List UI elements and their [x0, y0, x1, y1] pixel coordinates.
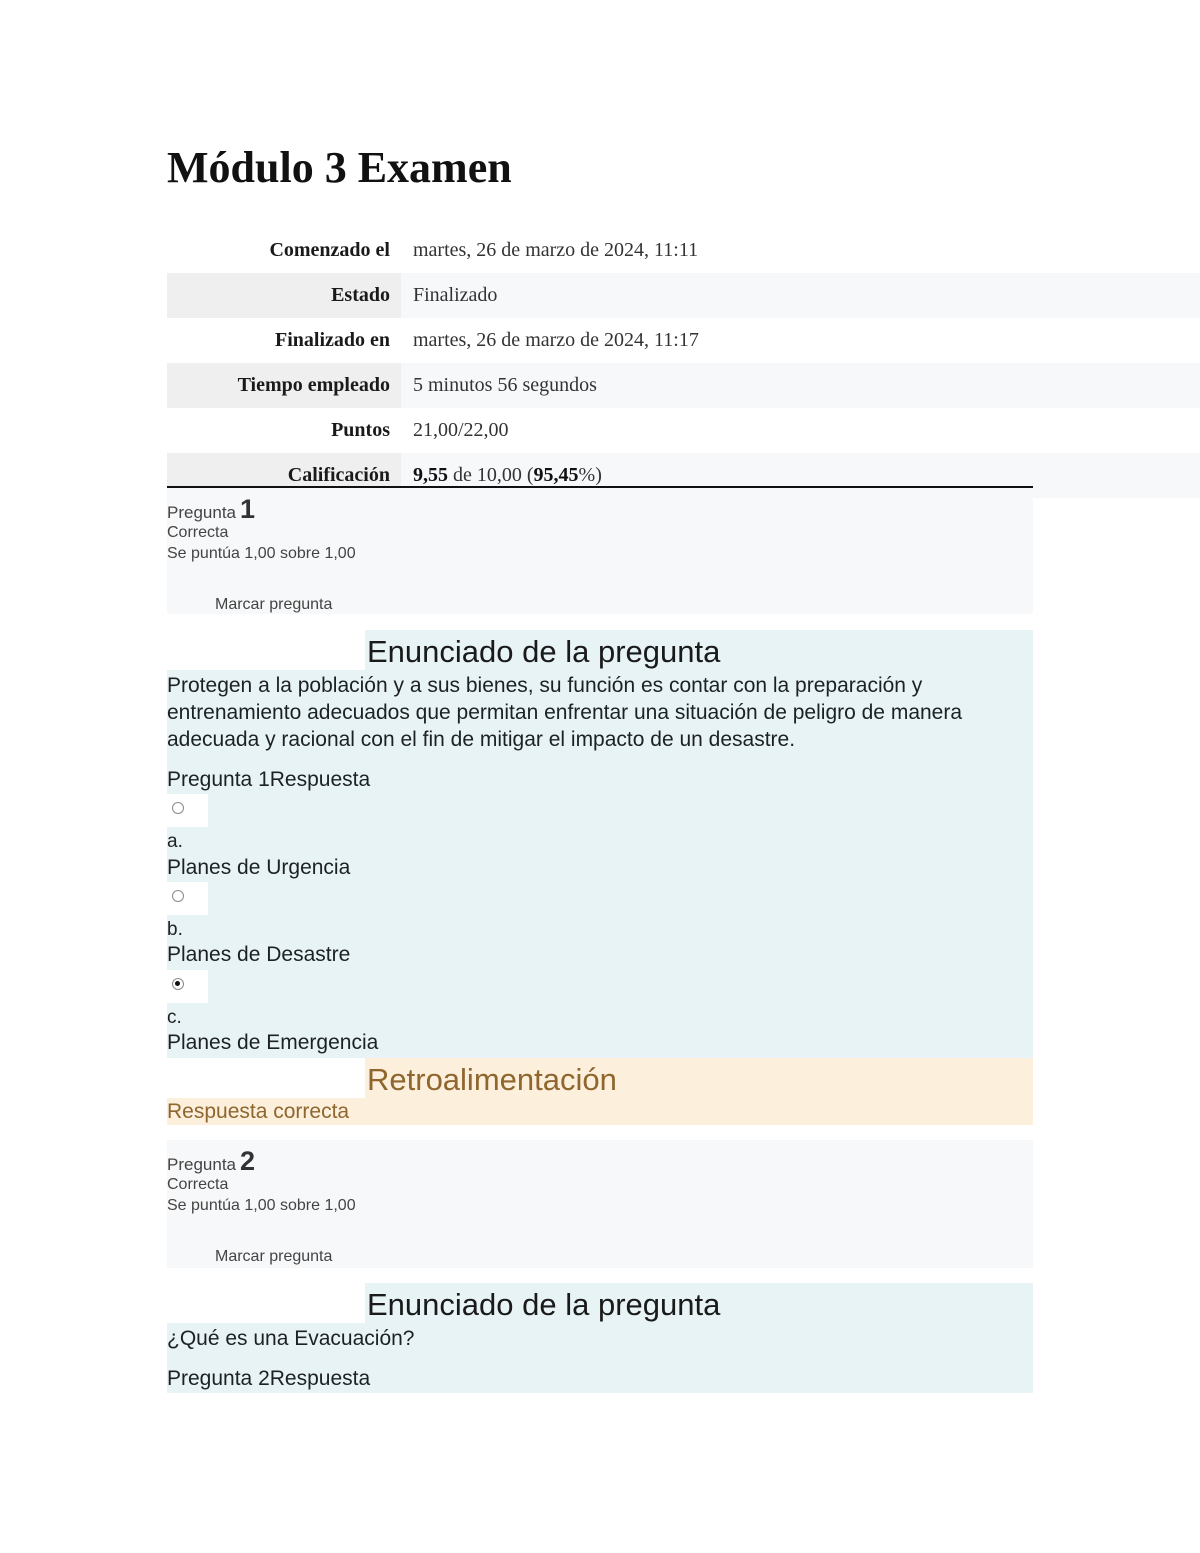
summary-row-completed [167, 318, 1200, 363]
question-state: Correcta [167, 1176, 229, 1193]
question-prefix: Pregunta [167, 503, 236, 522]
option-text[interactable]: Planes de Urgencia [167, 856, 351, 879]
feedback-text: Respuesta correcta [167, 1098, 1033, 1125]
answer-label: Pregunta 1Respuesta [167, 768, 371, 791]
option-radio-c[interactable] [167, 970, 208, 1003]
flag-question-link[interactable]: Marcar pregunta [215, 1248, 333, 1265]
question-number [167, 494, 255, 525]
page-title: Módulo 3 Examen [167, 143, 512, 192]
option-text[interactable]: Planes de Emergencia [167, 1031, 379, 1054]
summary-value: martes, 26 de marzo de 2024, 11:11 [413, 239, 699, 261]
attempt-summary-table [167, 228, 1200, 498]
question-info-2 [167, 1140, 1033, 1268]
summary-label: Finalizado en [274, 329, 390, 351]
option-letter: b. [167, 919, 183, 940]
summary-row-state [167, 273, 1200, 318]
answer-label: Pregunta 2Respuesta [167, 1367, 371, 1390]
summary-value: martes, 26 de marzo de 2024, 11:17 [413, 329, 699, 351]
grade-value: 9,55 [413, 464, 448, 486]
option-radio-a[interactable] [167, 794, 208, 827]
summary-value: 21,00/22,00 [413, 419, 509, 441]
option-radio-b[interactable] [167, 882, 208, 915]
grade-percent: 95,45 [533, 464, 579, 486]
radio-button[interactable] [172, 890, 184, 902]
question-prefix: Pregunta [167, 1155, 236, 1174]
question-number-value: 1 [240, 494, 256, 524]
question-content-2 [167, 1323, 1033, 1393]
grade-suffix: %) [578, 464, 602, 486]
question-grade: Se puntúa 1,00 sobre 1,00 [167, 1197, 356, 1214]
question-info-1 [167, 488, 1033, 614]
question-text: Protegen a la población y a sus bienes, su función es contar con la preparación y entrenamiento adecuados que permitan enfrentar una situación de peligro de manera adecuada y racional con el fin de mitigar el impacto de un desastre. [167, 674, 963, 751]
question-number-value: 2 [240, 1146, 256, 1176]
radio-button[interactable] [172, 802, 184, 814]
summary-label: Comenzado el [269, 239, 390, 261]
summary-row-started [167, 228, 1200, 273]
flag-question-link[interactable]: Marcar pregunta [215, 596, 333, 613]
summary-row-marks [167, 408, 1200, 453]
question-grade: Se puntúa 1,00 sobre 1,00 [167, 545, 356, 562]
question-text-heading: Enunciado de la pregunta [365, 630, 1033, 670]
radio-button-selected[interactable] [172, 978, 184, 990]
question-number [167, 1146, 255, 1177]
feedback-heading: Retroalimentación [365, 1058, 1033, 1098]
grade-middle: de 10,00 ( [448, 464, 534, 486]
summary-label: Tiempo empleado [167, 363, 401, 408]
option-text[interactable]: Planes de Desastre [167, 943, 351, 966]
option-letter: c. [167, 1007, 182, 1028]
question-text-heading: Enunciado de la pregunta [365, 1283, 1033, 1323]
summary-value: 5 minutos 56 segundos [401, 363, 1200, 408]
question-text: ¿Qué es una Evacuación? [167, 1327, 415, 1350]
summary-label: Puntos [331, 419, 390, 441]
summary-row-time-taken [167, 363, 1200, 408]
summary-label: Estado [167, 273, 401, 318]
question-state: Correcta [167, 524, 229, 541]
summary-label: Calificación [167, 453, 401, 498]
option-letter: a. [167, 831, 183, 852]
question-content-1 [167, 670, 1033, 1058]
summary-value: Finalizado [401, 273, 1200, 318]
